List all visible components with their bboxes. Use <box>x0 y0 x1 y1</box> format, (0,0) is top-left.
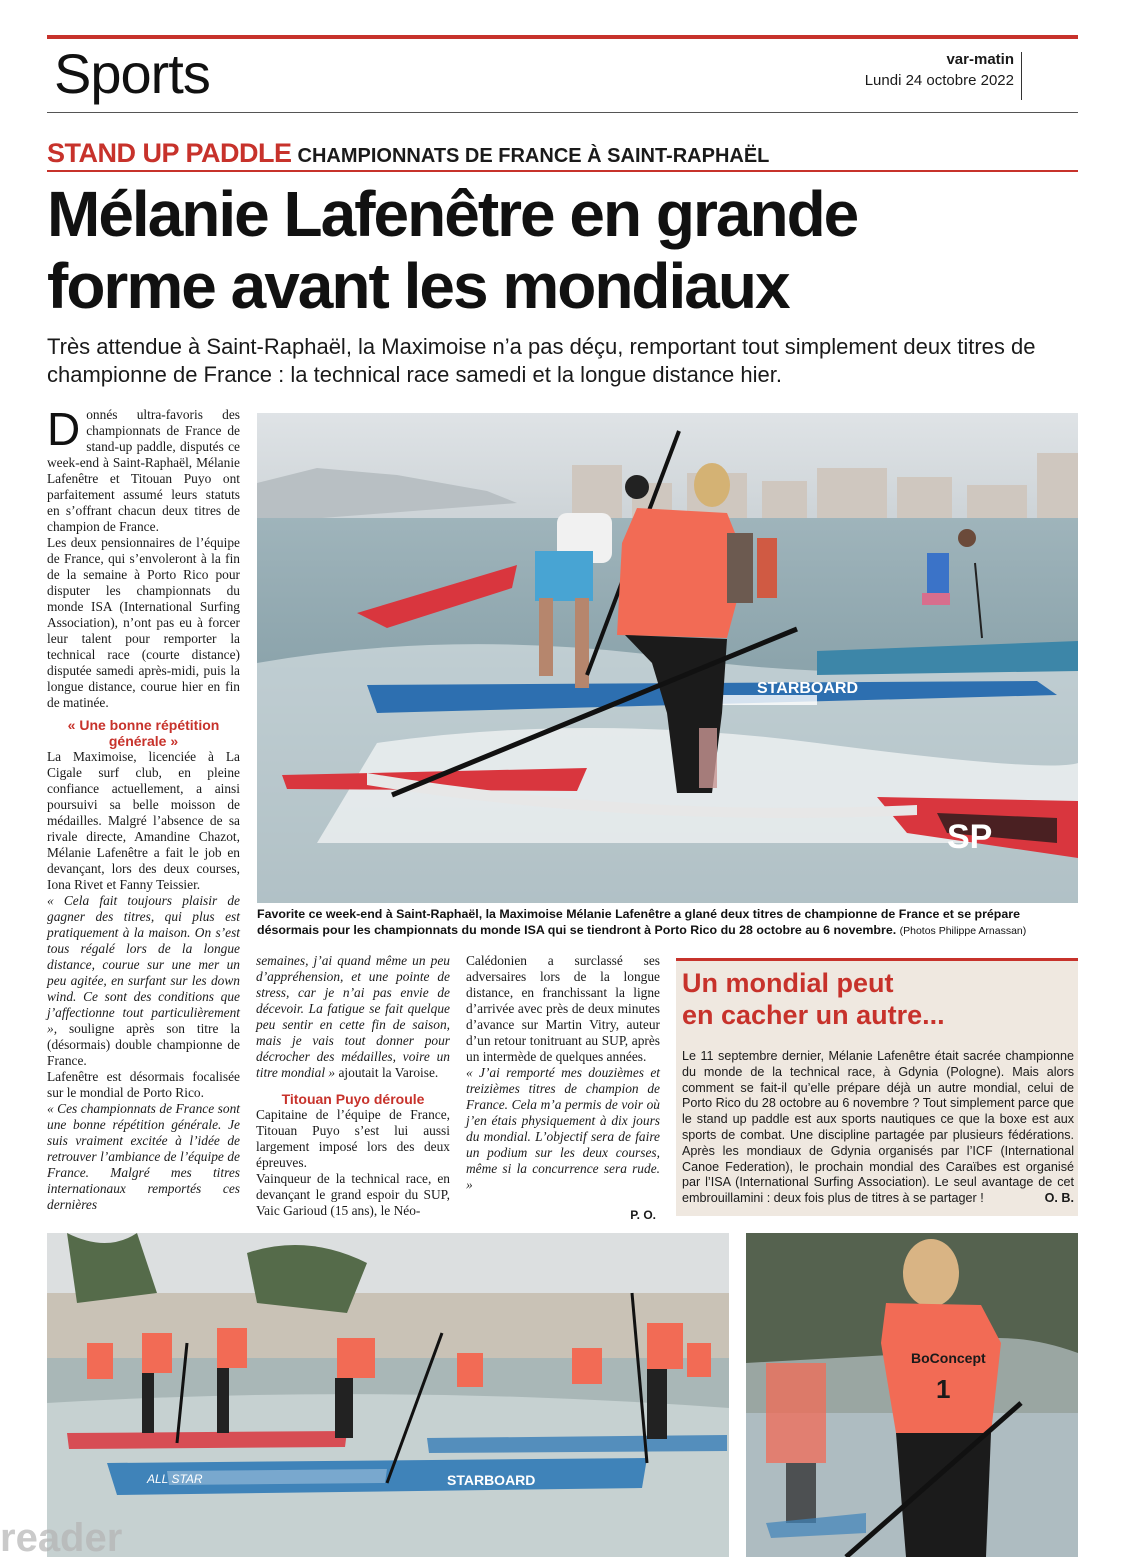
article-column-1 <box>47 403 240 1213</box>
sidebar-signature: O. B. <box>1044 1191 1074 1206</box>
top-rule <box>47 35 1078 39</box>
body-paragraph: La Maximoise, licenciée à La Cigale surf club, en pleine confiance actuellement, a ainsi poursuivi sa belle moisson de médailles. Malgré l’absence de sa rivale directe, Amandine Chazot, Mélanie Lafenêtre a fait le job en devançant, lors des deux courses, Iona Rivet et Fanny Teissier. <box>47 749 240 892</box>
portrait-photo-illustration <box>746 1233 1078 1557</box>
sidebar-title-line-1: Un mondial peut <box>682 968 894 998</box>
headline-line-2: forme avant les mondiaux <box>47 250 789 322</box>
masthead <box>865 50 1014 92</box>
quote: « Ces championnats de France sont une bonne répétition générale. Je suis vraiment excitée à l’idée de retrouver l’ambiance de l’équipe de France. Malgré mes titres internationaux remportés ces dernières <box>47 1101 240 1212</box>
issue-date: Lundi 24 octobre 2022 <box>864 72 1014 89</box>
main-photo <box>257 413 1078 903</box>
quote: « J’ai remporté mes douzièmes et treizièmes titres de champion de France. Cela m’a permis de voir où j’en étais physiquement à dix jours du mondial. L’objectif sera de faire un podium sur les deux courses, même si la concurrence sera rude. » <box>466 1065 660 1192</box>
kicker-event: CHAMPIONNATS DE FRANCE À SAINT-RAPHAËL <box>297 145 770 167</box>
body-text: ajoutait la Varoise. <box>335 1065 439 1080</box>
board-brand-label: STARBOARD <box>757 680 859 697</box>
photo-credit: (Photos Philippe Arnassan) <box>899 925 1027 937</box>
body-paragraph: Vainqueur de la technical race, en devançant le grand espoir du SUP, Vaic Garioud (15 ans), le Néo- <box>256 1171 450 1218</box>
article-column-3 <box>466 953 660 1223</box>
headline-line-1: Mélanie Lafenêtre en grande <box>47 178 858 250</box>
body-paragraph: Les deux pensionnaires de l’équipe de France, qui s’envoleront à la fin de la semaine à Porto Rico pour disputer les championnats du monde ISA (International Surfing Association), n’ont pas eu à forcer leur talent pour remporter la technical race (courte distance) disputée samedi après-midi, puis la longue distance, courue hier en fin de matinée. <box>47 535 240 710</box>
bib-number: 1 <box>936 1374 951 1404</box>
kicker-category: STAND UP PADDLE <box>47 138 292 168</box>
headline <box>47 178 1078 322</box>
sidebar-text <box>682 1049 1074 1207</box>
lead-paragraph: Très attendue à Saint-Raphaël, la Maximoise n’a pas déçu, remportant tout simplement deux titres de championne de France : la technical race samedi et la longue distance hier. <box>47 334 1036 387</box>
board-brand-label: STARBOARD <box>447 1472 536 1488</box>
quote: « Cela fait toujours plaisir de gagner des titres, qui plus est pratiquement à la maison. On s’est tous régalé lors de la longue distance, courue sur une mer un peu agitée, en surfant sur les down wind. Ce sont des conditions que j’affectionne tout particulièrement », <box>47 893 240 1036</box>
kicker <box>47 138 769 169</box>
watermark-text: reader <box>0 1516 123 1560</box>
kicker-rule <box>47 170 1078 172</box>
portrait-photo <box>746 1233 1078 1557</box>
author-signature: P. O. <box>630 1208 656 1222</box>
sidebar-title <box>682 967 1072 1031</box>
body-paragraph: Lafenêtre est désormais focalisée sur le mondial de Porto Rico. <box>47 1069 240 1100</box>
sidebar-title-line-2: en cacher un autre... <box>682 1000 945 1030</box>
newspaper-name: var-matin <box>946 51 1014 68</box>
intertitle: Titouan Puyo déroule <box>281 1091 425 1107</box>
board-logo-label: SP <box>947 818 993 856</box>
vest-sponsor-label: BoConcept <box>911 1350 986 1366</box>
body-paragraph: Capitaine de l’équipe de France, Titouan Puyo s’est lui aussi largement imposé lors des deux épreuves. <box>256 1107 450 1170</box>
caption-text: Favorite ce week-end à Saint-Raphaël, la Maximoise Mélanie Lafenêtre a glané deux titres de championne de France et se prépare désormais pour les championnats du monde ISA qui se tiendront à Porto Rico du 28 octobre au 6 novembre. <box>257 907 1020 937</box>
article-column-2 <box>256 953 450 1219</box>
group-photo <box>47 1233 729 1557</box>
body-paragraph: Calédonien a surclassé ses adversaires lors de la longue distance, en franchissant la ligne d’arrivée avec près de deux minutes d’avance sur Martin Vitry, auteur d’un retour tonitruant au SUP, après un intermède de quelques années. <box>466 953 660 1064</box>
main-photo-illustration <box>257 413 1078 903</box>
drop-cap: D <box>47 403 81 455</box>
intertitle: « Une bonne répétition générale » <box>67 717 220 749</box>
quote: semaines, j’ai quand même un peu d’appréhension, et une pointe de stress, car je n’ai pas envie de décevoir. La fatigue se fait quelque peu sentir en cette fin de saison, mais je vais tout donner pour décrocher des médailles, voire un titre mondial » <box>256 953 450 1080</box>
group-photo-illustration <box>47 1233 729 1557</box>
header-rule <box>47 112 1078 113</box>
body-text: souligne après son titre la (désormais) double championne de France. <box>47 1021 240 1068</box>
section-title: Sports <box>54 42 210 105</box>
sidebar-box <box>676 958 1078 1216</box>
photo-caption <box>257 906 1078 939</box>
masthead-separator <box>1021 52 1022 100</box>
sidebar-body: Le 11 septembre dernier, Mélanie Lafenêtre était sacrée championne du monde de la technical race, à Gdynia (Pologne). Mais alors comment se fait-il qu’elle prépare déjà un autre mondial, celui de Porto Rico du 28 octobre au 6 novembre ? Tout simplement parce que le stand up paddle est aux sports nautiques ce que la boxe est aux sports de combat. Une discipline partagée par plusieurs fédérations. Après les mondiaux de Gdynia organisés par l’ICF (International Canoe Federation), le prochain mondial des Caraïbes est organisé par l’ISA (International Surfing Association). Le seul avantage de cet embrouillamini : deux fois plus de titres à se partager ! <box>682 1049 1074 1206</box>
body-paragraph: onnés ultra-favoris des championnats de France de stand-up paddle, disputés ce week-end à Saint-Raphaël, Mélanie Lafenêtre et Titouan Puyo ont parfaitement assumé leurs statuts en s’offrant chacun deux titres de champion de France. <box>47 407 240 534</box>
board-brand-label-2: ALL STAR <box>147 1472 203 1486</box>
